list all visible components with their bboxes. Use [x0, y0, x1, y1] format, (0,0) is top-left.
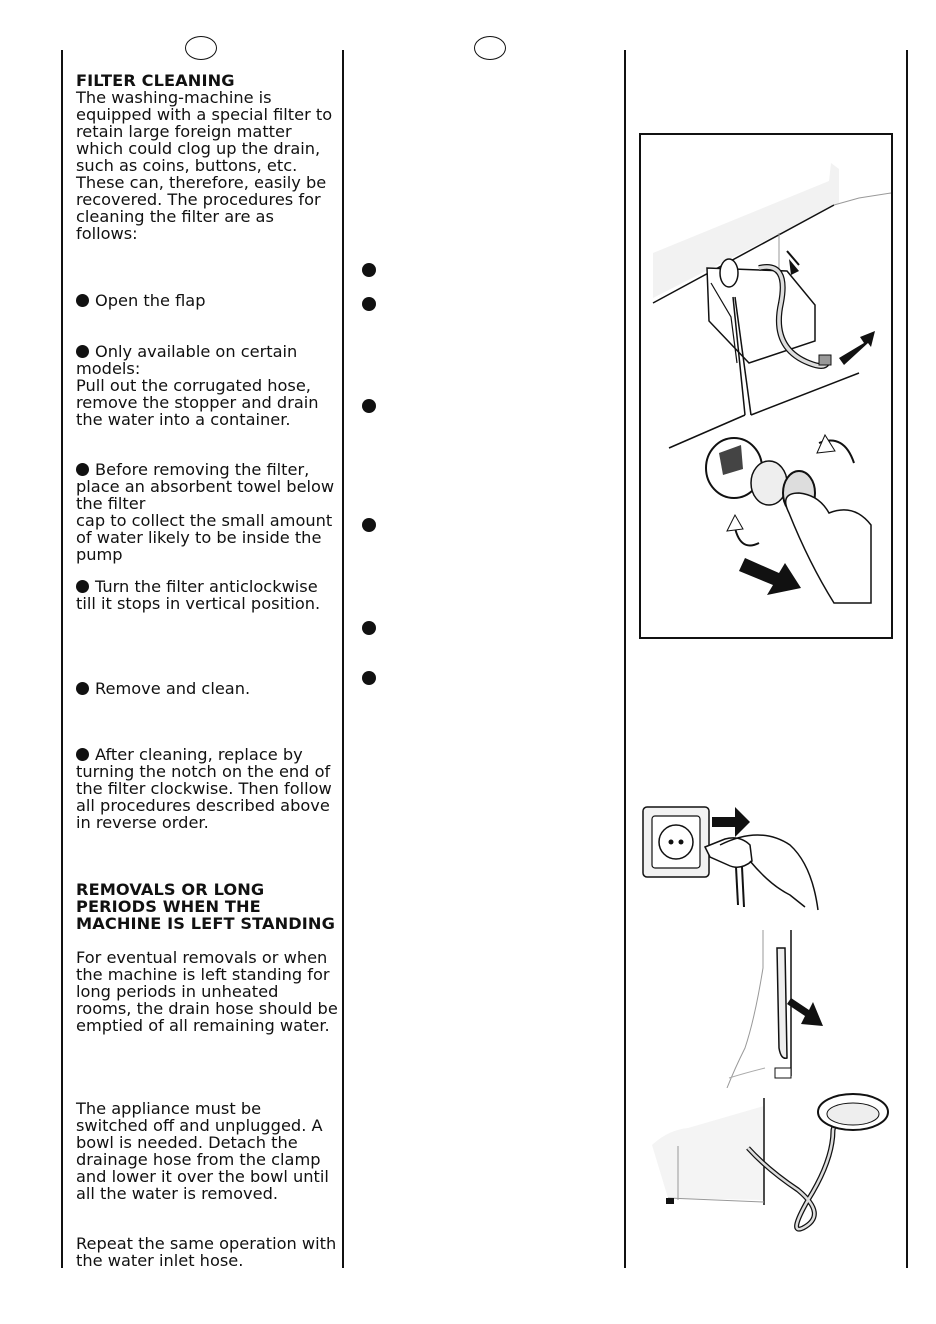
bowl-drain-illustration — [648, 1090, 920, 1240]
unplug-illustration — [640, 795, 830, 925]
step-remove-clean: Remove and clean. — [76, 680, 338, 697]
bullet-dot-icon — [76, 345, 89, 358]
column-rule-middle — [342, 50, 344, 1268]
drain-hose-clamp-illustration — [725, 928, 835, 1088]
filter-cleaning-heading: FILTER CLEANING — [76, 71, 235, 90]
step-absorbent-towel: Before removing the filter, place an absorbent towel below the filter cap to collect the small amount of water likely to be inside the pump — [76, 460, 335, 564]
bullet-dot-icon — [362, 621, 376, 635]
removals-para-1: For eventual removals or when the machine is left standing for long periods in unheated rooms, the drain hose should be emptied of all remaining water. — [76, 948, 338, 1035]
bullet-dot-icon — [362, 263, 376, 277]
step-open-flap: Open the flap — [76, 292, 338, 309]
step-corrugated-hose: Only available on certain models: Pull out the corrugated hose, remove the stopper and drain the water into a container. — [76, 342, 319, 429]
bullet-dot-icon — [362, 297, 376, 311]
language-circle-icon — [185, 36, 217, 60]
removals-heading: REMOVALS OR LONG PERIODS WHEN THE MACHINE IS LEFT STANDING — [76, 880, 335, 933]
step-replace: After cleaning, replace by turning the notch on the end of the filter clockwise. Then follow all procedures described above in reverse order. — [76, 745, 332, 832]
bullet-dot-icon — [362, 671, 376, 685]
column-rule-far-right — [906, 50, 908, 1268]
removals-para-2: The appliance must be switched off and unplugged. A bowl is needed. Detach the drainage hose from the clamp and lower it over the bowl until all the water is removed. — [76, 1099, 329, 1203]
column-rule-left — [61, 50, 63, 1268]
filter-cleaning-intro: The washing-machine is equipped with a special filter to retain large foreign matter which could clog up the drain, such as coins, buttons, etc. These can, therefore, easily be recovered. The procedures for cleaning the filter are as follows: — [76, 88, 333, 243]
language-circle-icon — [474, 36, 506, 60]
removals-para-3: Repeat the same operation with the water inlet hose. — [76, 1234, 337, 1270]
step-turn-filter: Turn the filter anticlockwise till it stops in vertical position. — [76, 577, 321, 613]
column-rule-right — [624, 50, 626, 1268]
bullet-dot-icon — [76, 682, 89, 695]
filter-cleaning-illustration — [639, 133, 893, 639]
bullet-dot-icon — [362, 518, 376, 532]
bullet-dot-icon — [362, 399, 376, 413]
bullet-dot-icon — [76, 748, 89, 761]
bullet-dot-icon — [76, 294, 89, 307]
bullet-dot-icon — [76, 580, 89, 593]
bullet-dot-icon — [76, 463, 89, 476]
